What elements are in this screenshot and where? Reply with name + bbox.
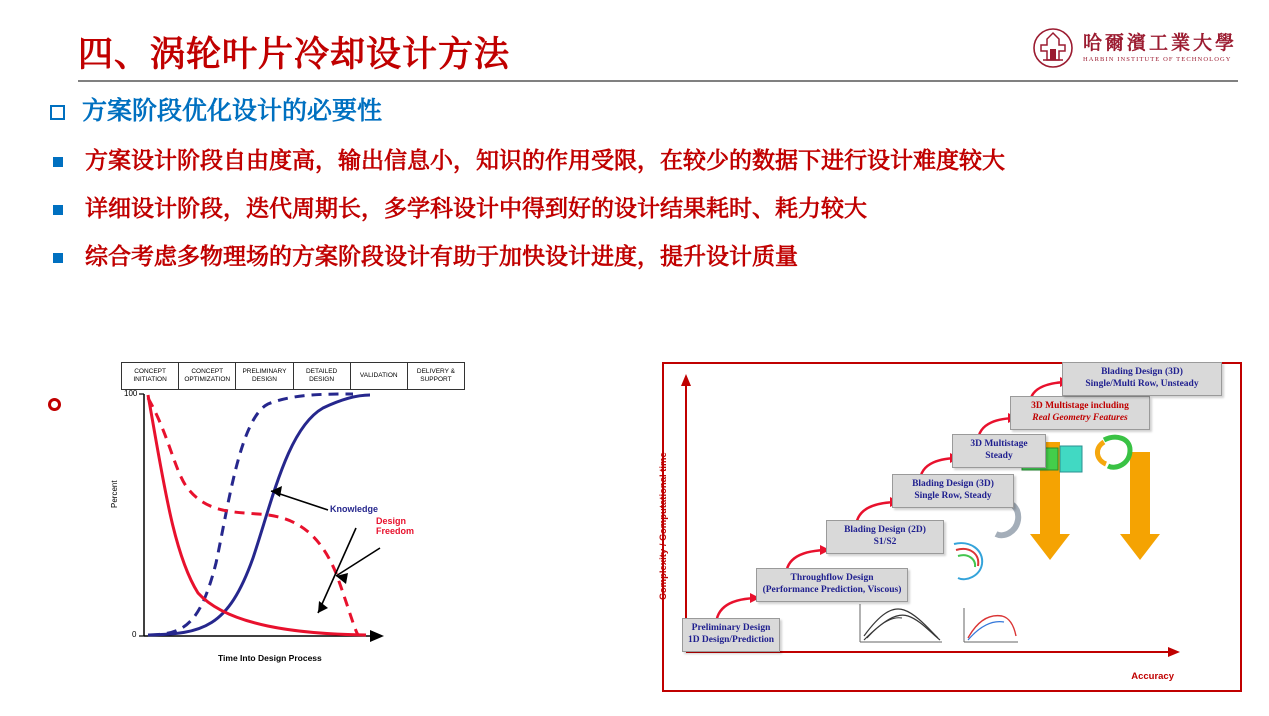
phase-label: DETAILED DESIGN [305, 367, 338, 383]
step-line-1: 3D Multistage including [1031, 401, 1129, 412]
design-knowledge-freedom-chart [108, 358, 483, 678]
step-box-3 [892, 474, 1014, 508]
step-box-6 [1062, 362, 1222, 396]
hollow-square-bullet-icon [50, 105, 65, 120]
bullet-item-0 [50, 96, 1250, 127]
fidelity-ladder-diagram [658, 362, 1242, 692]
step-box-2 [826, 520, 944, 554]
bullet-list [50, 96, 1250, 290]
y-axis-label: Percent [110, 480, 119, 508]
y-axis-tick-bottom: 0 [132, 630, 137, 639]
page-title: 四、涡轮叶片冷却设计方法 [78, 35, 511, 74]
step-line-1: Blading Design (3D) [1101, 367, 1183, 378]
slide-header [0, 0, 1269, 84]
logo-name-en: HARBIN INSTITUTE OF TECHNOLOGY [1082, 56, 1232, 64]
step-box-1 [756, 568, 908, 602]
step-line-1: Blading Design (2D) [844, 525, 926, 536]
phase-label: DELIVERY & SUPPORT [416, 367, 455, 383]
step-line-1: Preliminary Design [691, 623, 771, 634]
x-axis-label: Time Into Design Process [218, 653, 322, 663]
bullet-text: 方案设计阶段自由度高，输出信息小，知识的作用受限，在较少的数据下进行设计难度较大 [85, 147, 1005, 174]
chart-curves [108, 358, 483, 678]
y-axis-label: Complexity / Computational time [658, 452, 669, 600]
bullet-text: 方案阶段优化设计的必要性 [82, 97, 383, 125]
step-box-5 [1010, 396, 1150, 430]
step-line-2: Real Geometry Features [1032, 413, 1128, 423]
x-axis-label: Accuracy [1131, 671, 1174, 682]
step-line-2: Single/Multi Row, Unsteady [1085, 379, 1199, 389]
step-line-2: (Performance Prediction, Viscous) [762, 585, 902, 595]
bullet-item-3 [50, 242, 1250, 271]
bullet-item-2 [50, 194, 1250, 223]
step-line-2: Single Row, Steady [914, 491, 992, 501]
step-line-2: Steady [985, 451, 1013, 461]
phase-label: VALIDATION [359, 371, 398, 379]
step-box-4 [952, 434, 1046, 468]
phase-label: CONCEPT OPTIMIZATION [184, 367, 231, 383]
filled-square-bullet-icon [53, 253, 63, 263]
filled-square-bullet-icon [53, 205, 63, 215]
step-line-2: 1D Design/Prediction [687, 635, 775, 645]
knowledge-curve-label: Knowledge [330, 504, 379, 514]
step-box-0 [682, 618, 780, 652]
step-line-1: Blading Design (3D) [912, 479, 994, 490]
header-divider [78, 80, 1238, 82]
bullet-text: 综合考虑多物理场的方案阶段设计有助于加快设计进度，提升设计质量 [85, 242, 798, 269]
bullet-text: 详细设计阶段，迭代周期长，多学科设计中得到好的设计结果耗时、耗力较大 [85, 195, 867, 221]
step-line-2: S1/S2 [873, 537, 897, 547]
phase-label: CONCEPT INITIATION [133, 367, 167, 383]
circle-bullet-icon [48, 398, 61, 411]
step-line-1: Throughflow Design [790, 573, 874, 584]
step-line-1: 3D Multistage [970, 439, 1028, 450]
logo-text-block [1083, 33, 1237, 64]
university-logo [1032, 26, 1237, 70]
design-freedom-curve-label: Design Freedom [376, 516, 415, 537]
phase-label: PRELIMINARY DESIGN [242, 367, 287, 383]
logo-name-cn: 哈爾濱工業大學 [1082, 31, 1237, 54]
university-crest-icon [1032, 26, 1074, 70]
y-axis-tick-top: 100 [124, 389, 138, 398]
bullet-item-1 [50, 146, 1250, 175]
filled-square-bullet-icon [53, 157, 63, 167]
